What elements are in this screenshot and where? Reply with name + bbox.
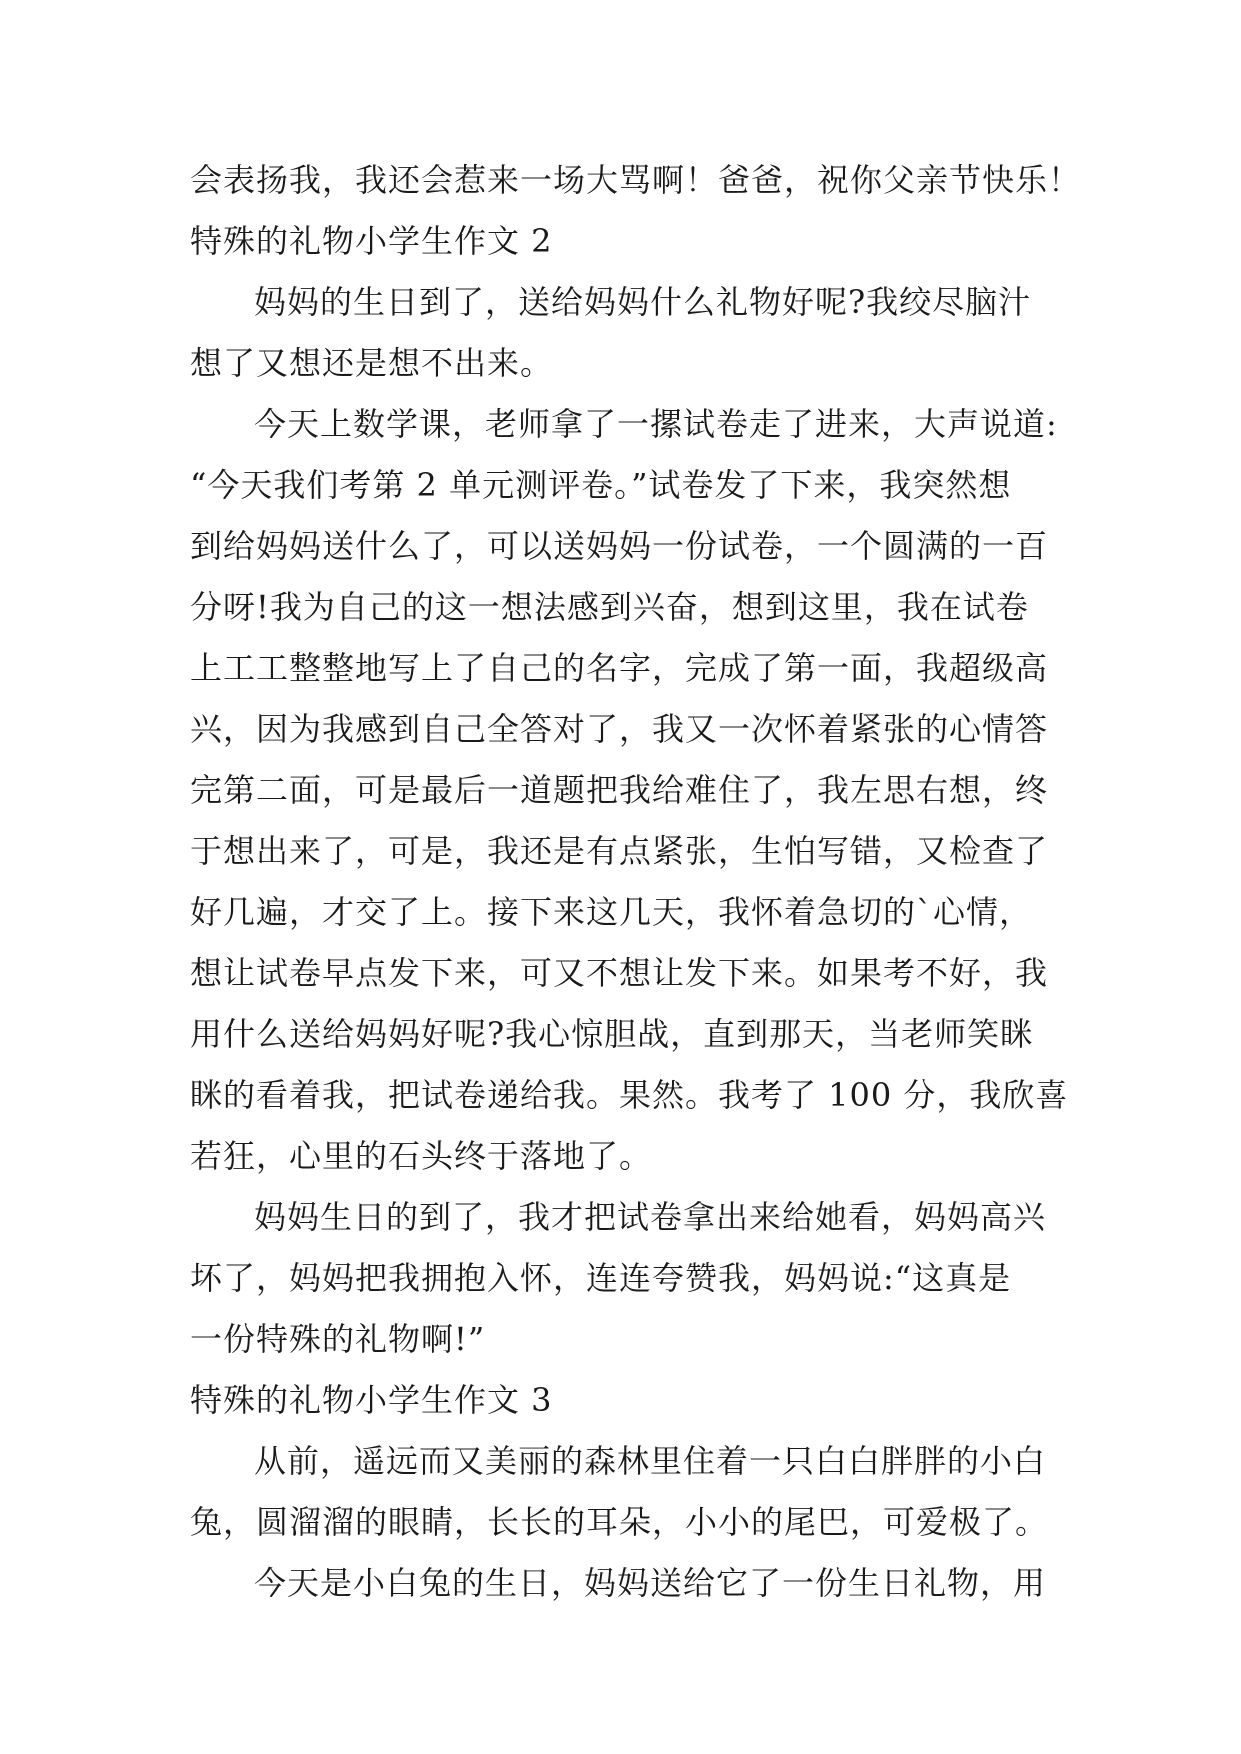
body-line: 眯的看着我，把试卷递给我。果然。我考了 100 分，我欣喜 (190, 1076, 1069, 1114)
body-line: 若狂，心里的石头终于落地了。 (190, 1137, 653, 1175)
body-line: 兔，圆溜溜的眼睛，长长的耳朵，小小的尾巴，可爱极了。 (190, 1503, 1049, 1541)
paragraph-first-line: 今天上数学课，老师拿了一摞试卷走了进来，大声说道: (254, 405, 1058, 443)
body-line: 想让试卷早点发下来，可又不想让发下来。如果考不好，我 (190, 954, 1049, 992)
body-line: 完第二面，可是最后一道题把我给难住了，我左思右想，终 (190, 771, 1049, 809)
paragraph-first-line: 今天是小白兔的生日，妈妈送给它了一份生日礼物，用 (254, 1564, 1047, 1602)
body-line: 坏了，妈妈把我拥抱入怀，连连夸赞我，妈妈说:“这真是 (190, 1259, 1012, 1297)
section-heading: 特殊的礼物小学生作文 2 (190, 222, 553, 260)
essay-text (190, 150, 1082, 1614)
body-line: 用什么送给妈妈好呢?我心惊胆战，直到那天，当老师笑眯 (190, 1015, 1034, 1053)
body-line: 会表扬我，我还会惹来一场大骂啊！爸爸，祝你父亲节快乐！ (190, 161, 1082, 199)
body-line: 分呀!我为自己的这一想法感到兴奋，想到这里，我在试卷 (190, 588, 1029, 626)
body-line: 兴，因为我感到自己全答对了，我又一次怀着紧张的心情答 (190, 710, 1049, 748)
body-line: 上工工整整地写上了自己的名字，完成了第一面，我超级高 (190, 649, 1049, 687)
body-line: 于想出来了，可是，我还是有点紧张，生怕写错，又检查了 (190, 832, 1049, 870)
body-line: 到给妈妈送什么了，可以送妈妈一份试卷，一个圆满的一百 (190, 527, 1049, 565)
paragraph-first-line: 妈妈的生日到了，送给妈妈什么礼物好呢?我绞尽脑汁 (254, 283, 1032, 321)
paragraph-first-line: 从前，遥远而又美丽的森林里住着一只白白胖胖的小白 (254, 1442, 1047, 1480)
body-line: 想了又想还是想不出来。 (190, 344, 554, 382)
body-line: 好几遍，才交了上。接下来这几天，我怀着急切的`心情， (190, 893, 1033, 931)
body-line: “今天我们考第 2 单元测评卷。”试卷发了下来，我突然想 (190, 466, 1012, 504)
section-heading: 特殊的礼物小学生作文 3 (190, 1381, 553, 1419)
paragraph-first-line: 妈妈生日的到了，我才把试卷拿出来给她看，妈妈高兴 (254, 1198, 1047, 1236)
body-line: 一份特殊的礼物啊!” (190, 1320, 486, 1358)
